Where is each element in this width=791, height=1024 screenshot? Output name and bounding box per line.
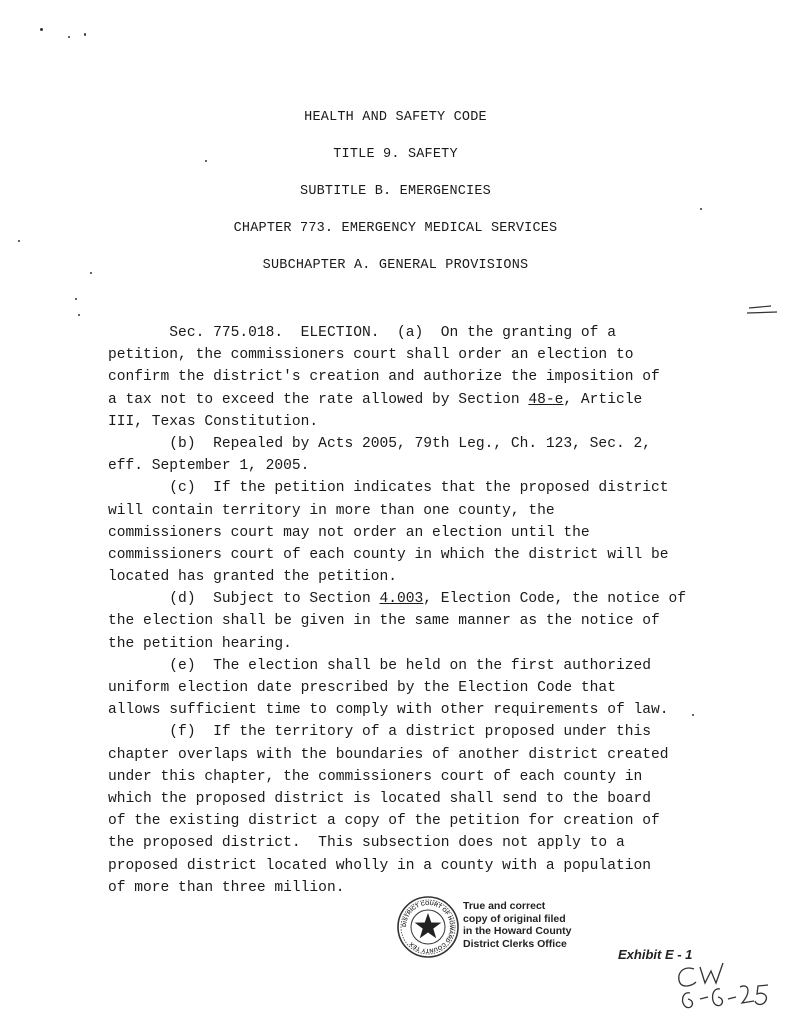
text-line: commissioners court of each county in which the district will be (108, 546, 669, 563)
text-line: the petition hearing. (108, 635, 292, 652)
text-line: the election shall be given in the same manner as the notice of (108, 613, 660, 630)
scan-speck (84, 33, 86, 36)
scan-speck (78, 314, 80, 316)
statute-reference-link: 4.003 (379, 591, 424, 608)
scan-speck (18, 240, 20, 242)
text-line: which the proposed district is located shall send to the board (108, 790, 651, 807)
text-line: commissioners court may not order an election until the (108, 524, 590, 541)
text-line: petition, the commissioners court shall order an election to (108, 347, 634, 364)
text-line: (f) If the territory of a district proposed under this (108, 724, 651, 741)
text-line: of the existing district a copy of the petition for creation of (108, 813, 660, 830)
text-line: (c) If the petition indicates that the proposed district (108, 480, 669, 497)
stamp-line: District Clerks Office (463, 937, 567, 950)
subchapter-heading: SUBCHAPTER A. GENERAL PROVISIONS (262, 258, 529, 273)
text-line: (e) The election shall be held on the first authorized (108, 657, 651, 674)
text-line: allows sufficient time to comply with other requirements of law. (108, 702, 669, 719)
svg-text:DISTRICT COURT OF HOWARD COUNT: DISTRICT COURT OF HOWARD COUNTY TEX (401, 900, 455, 954)
text-line: confirm the district's creation and authorize the imposition of (108, 369, 660, 386)
stamp-line: in the Howard County (463, 925, 572, 937)
text-line: a tax not to exceed the rate allowed by Section 48-e, Article (108, 391, 643, 408)
exhibit-label: Exhibit E - 1 (618, 947, 693, 962)
text-line: (b) Repealed by Acts 2005, 79th Leg., Ch. 123, Sec. 2, (108, 435, 651, 452)
text-line: chapter overlaps with the boundaries of another district created (108, 746, 669, 763)
handwritten-initials-and-date (668, 955, 778, 1017)
subtitle-heading: SUBTITLE B. EMERGENCIES (300, 184, 491, 199)
text-line: Sec. 775.018. ELECTION. (a) On the granting of a (108, 325, 616, 341)
stamp-line: True and correct (463, 900, 546, 912)
text-line: located has granted the petition. (108, 569, 398, 586)
scan-speck (700, 208, 702, 210)
text-line: uniform election date prescribed by the Election Code that (108, 680, 616, 696)
text-line: eff. September 1, 2005. (108, 458, 310, 475)
scan-speck (75, 298, 77, 300)
margin-dash-mark (745, 304, 779, 316)
text-line: proposed district located wholly in a county with a population (108, 857, 651, 874)
text-line: the proposed district. This subsection does not apply to a (108, 835, 625, 852)
text-line: under this chapter, the commissioners court of each county in (108, 768, 643, 785)
certification-stamp (463, 900, 572, 950)
text-line: will contain territory in more than one county, the (108, 502, 555, 519)
scan-speck (40, 28, 43, 31)
section-775-018-text (108, 322, 708, 899)
text-line: of more than three million. (108, 879, 345, 896)
code-heading: HEALTH AND SAFETY CODE (304, 110, 487, 125)
stamp-line: copy of original filed (463, 912, 566, 925)
scan-speck (68, 36, 70, 38)
chapter-heading: CHAPTER 773. EMERGENCY MEDICAL SERVICES (233, 221, 558, 236)
howard-county-court-seal (396, 895, 460, 959)
statute-reference-link: 48-e (528, 391, 564, 408)
text-line: III, Texas Constitution. (108, 413, 319, 430)
text-line: (d) Subject to Section 4.003, Election Code, the notice of (108, 591, 687, 608)
title-heading: TITLE 9. SAFETY (333, 147, 458, 162)
